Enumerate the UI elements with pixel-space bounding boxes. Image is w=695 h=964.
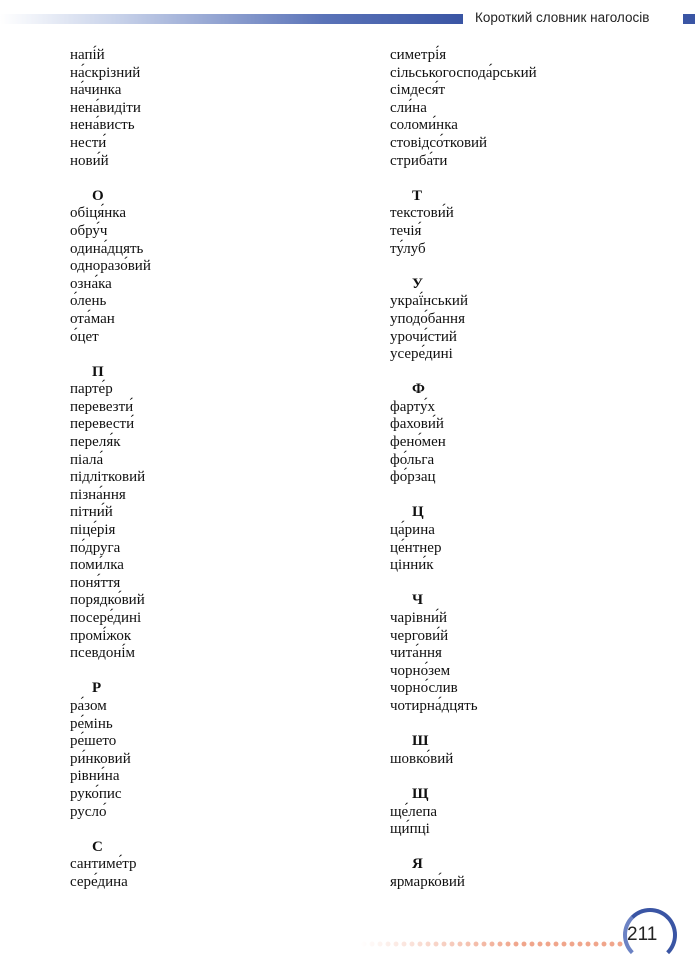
dictionary-section <box>390 592 690 715</box>
dictionary-word: сільськогоспода́рський <box>390 64 537 81</box>
dictionary-left-column <box>70 47 370 909</box>
dictionary-word: сімдеся́т <box>390 82 446 99</box>
dictionary-word: обру́ч <box>70 222 108 239</box>
section-letter-heading: С <box>92 838 103 855</box>
dictionary-word: ще́лепа <box>390 803 438 820</box>
dictionary-section <box>70 680 370 821</box>
dictionary-section <box>390 47 690 170</box>
dictionary-word: сантиме́тр <box>70 856 137 873</box>
dictionary-section <box>390 786 690 839</box>
dictionary-word: по́друга <box>70 539 121 556</box>
header-gradient-bar <box>0 14 463 24</box>
dictionary-word: фо́рзац <box>390 469 436 486</box>
dictionary-word: порядко́вий <box>70 592 145 609</box>
dictionary-word: текстови́й <box>390 205 454 222</box>
section-letter-heading: Я <box>412 856 423 873</box>
dictionary-word: сере́дина <box>70 873 128 890</box>
section-letter-heading: Ч <box>412 592 424 609</box>
dictionary-word: перевезти́ <box>70 398 134 415</box>
dictionary-section <box>390 856 690 891</box>
dictionary-word: піце́рія <box>70 522 116 539</box>
section-letter-heading: П <box>92 363 104 380</box>
dictionary-word: поми́лка <box>70 557 124 574</box>
dictionary-section <box>390 276 690 364</box>
dictionary-word: русло́ <box>70 803 107 820</box>
dictionary-word: чорно́зем <box>390 662 451 679</box>
section-letter-heading: Т <box>412 187 423 204</box>
dictionary-word: на́скрізний <box>70 64 141 81</box>
dictionary-word: шовко́вий <box>390 750 454 767</box>
dictionary-section <box>390 381 690 487</box>
dictionary-word: стовідсо́тковий <box>390 134 488 151</box>
section-letter-heading: У <box>412 275 424 292</box>
dictionary-section <box>390 733 690 768</box>
dictionary-word: симетрі́я <box>390 47 447 63</box>
dictionary-word: посере́дині <box>70 610 142 626</box>
dictionary-word: урочи́стий <box>390 328 457 345</box>
dictionary-word: чергови́й <box>390 627 449 644</box>
dictionary-word: одноразо́вий <box>70 258 151 275</box>
dictionary-word: ре́мінь <box>70 715 113 732</box>
dictionary-word: уподо́бання <box>390 310 465 327</box>
dictionary-word: фено́мен <box>390 434 446 451</box>
section-letter-heading: Ц <box>412 504 424 521</box>
dictionary-section <box>70 364 370 663</box>
dictionary-word: нови́й <box>70 152 109 169</box>
dictionary-word: щи́пці <box>390 821 430 838</box>
dictionary-word: ра́зом <box>70 697 107 714</box>
page-header-title: Короткий словник наголосів <box>475 10 650 25</box>
dictionary-word: парте́р <box>70 381 113 398</box>
dictionary-section <box>70 188 370 346</box>
dictionary-section <box>70 839 370 892</box>
dictionary-word: пізна́ння <box>70 486 126 503</box>
footer-dot-decoration <box>360 941 625 947</box>
page-number: 211 <box>627 924 658 945</box>
dictionary-word: переля́к <box>70 434 121 451</box>
dictionary-word: ца́рина <box>390 522 435 539</box>
dictionary-word: соломи́нка <box>390 117 458 134</box>
dictionary-word: руко́пис <box>70 785 122 802</box>
dictionary-right-column <box>390 47 690 909</box>
dictionary-word: пітни́й <box>70 504 113 521</box>
section-letter-heading: О <box>92 187 104 204</box>
dictionary-word: о́цет <box>70 328 99 345</box>
header-accent-block <box>683 14 695 24</box>
dictionary-word: рівни́на <box>70 768 120 785</box>
dictionary-word: цінни́к <box>390 557 434 574</box>
dictionary-section <box>390 504 690 574</box>
dictionary-word: фо́льга <box>390 451 435 468</box>
dictionary-word: чита́ння <box>390 645 442 662</box>
dictionary-word: фарту́х <box>390 398 436 415</box>
dictionary-section <box>390 188 690 258</box>
dictionary-word: напі́й <box>70 47 105 63</box>
section-letter-heading: Щ <box>412 785 429 802</box>
dictionary-word: стриба́ти <box>390 152 448 169</box>
dictionary-word: ре́шето <box>70 733 117 750</box>
dictionary-word: сли́на <box>390 99 427 116</box>
dictionary-word: псевдоні́м <box>70 645 136 662</box>
dictionary-word: озна́ка <box>70 275 112 292</box>
dictionary-section <box>70 47 370 170</box>
section-letter-heading: Ф <box>412 381 425 398</box>
dictionary-word: чарівни́й <box>390 610 448 626</box>
dictionary-word: одина́дцять <box>70 240 144 257</box>
dictionary-word: ри́нковий <box>70 750 131 767</box>
dictionary-word: усере́дині <box>390 346 453 363</box>
dictionary-word: поня́ття <box>70 574 121 591</box>
dictionary-word: підлітковий <box>70 469 146 486</box>
dictionary-word: ту́луб <box>390 240 426 257</box>
dictionary-word: нести́ <box>70 134 107 151</box>
dictionary-word: нена́видіти <box>70 99 141 116</box>
dictionary-word: чотирна́дцять <box>390 697 478 714</box>
section-letter-heading: Р <box>92 680 102 697</box>
dictionary-word: фахови́й <box>390 416 444 433</box>
dictionary-word: промі́жок <box>70 627 132 644</box>
dictionary-word: нена́висть <box>70 117 135 134</box>
dictionary-word: о́лень <box>70 293 107 310</box>
dictionary-word: це́нтнер <box>390 539 442 556</box>
dictionary-word: ота́ман <box>70 310 115 327</box>
dictionary-word: обіця́нка <box>70 205 126 222</box>
dictionary-word: ярмарко́вий <box>390 873 465 890</box>
dictionary-word: течія́ <box>390 222 422 239</box>
dictionary-word: на́чинка <box>70 82 122 99</box>
dictionary-word: украї́нський <box>390 293 468 310</box>
dictionary-word: чорно́слив <box>390 680 458 697</box>
section-letter-heading: Ш <box>412 733 429 750</box>
dictionary-word: перевести́ <box>70 416 135 433</box>
dictionary-word: піала́ <box>70 451 104 468</box>
